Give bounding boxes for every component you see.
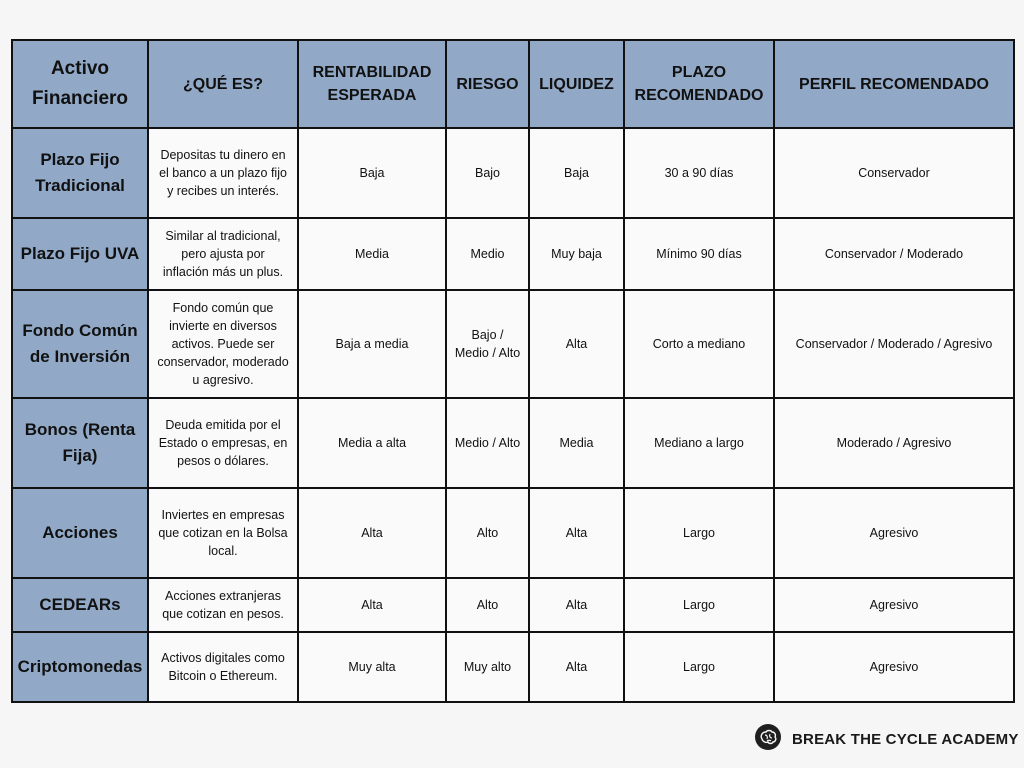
row-riesgo: Bajo (446, 128, 529, 218)
row-liquidez: Media (529, 398, 624, 488)
row-description: Fondo común que invierte en diversos activos. Puede ser conservador, moderado u agresivo. (148, 290, 298, 398)
row-rentabilidad: Muy alta (298, 632, 446, 702)
row-liquidez: Alta (529, 290, 624, 398)
row-asset-name: Criptomonedas (12, 632, 148, 702)
row-rentabilidad: Baja (298, 128, 446, 218)
row-liquidez: Alta (529, 488, 624, 578)
table-row (12, 632, 1014, 702)
brain-logo-icon (754, 723, 782, 756)
row-liquidez: Baja (529, 128, 624, 218)
row-plazo: Mediano a largo (624, 398, 774, 488)
table-row (12, 578, 1014, 632)
row-rentabilidad: Alta (298, 578, 446, 632)
row-riesgo: Medio / Alto (446, 398, 529, 488)
row-plazo: Corto a mediano (624, 290, 774, 398)
brand-footer (754, 723, 1019, 756)
row-perfil: Agresivo (774, 632, 1014, 702)
row-perfil: Conservador (774, 128, 1014, 218)
table-row (12, 290, 1014, 398)
row-riesgo: Alto (446, 578, 529, 632)
header-row (12, 40, 1014, 128)
row-asset-name: Plazo Fijo Tradicional (12, 128, 148, 218)
row-asset-name: Fondo Común de Inversión (12, 290, 148, 398)
row-perfil: Agresivo (774, 578, 1014, 632)
table-row (12, 128, 1014, 218)
row-liquidez: Alta (529, 632, 624, 702)
header-activo: Activo Financiero (12, 40, 148, 128)
row-rentabilidad: Baja a media (298, 290, 446, 398)
header-perfil: PERFIL RECOMENDADO (774, 40, 1014, 128)
row-description: Acciones extranjeras que cotizan en pesos. (148, 578, 298, 632)
brand-name: BREAK THE CYCLE ACADEMY (792, 731, 1019, 748)
table-row (12, 218, 1014, 290)
row-perfil: Conservador / Moderado (774, 218, 1014, 290)
investment-comparison-table (11, 39, 1015, 703)
row-plazo: Largo (624, 632, 774, 702)
row-asset-name: CEDEARs (12, 578, 148, 632)
row-plazo: Largo (624, 488, 774, 578)
row-description: Activos digitales como Bitcoin o Ethereum. (148, 632, 298, 702)
header-riesgo: RIESGO (446, 40, 529, 128)
row-liquidez: Muy baja (529, 218, 624, 290)
row-riesgo: Bajo / Medio / Alto (446, 290, 529, 398)
row-plazo: 30 a 90 días (624, 128, 774, 218)
row-asset-name: Plazo Fijo UVA (12, 218, 148, 290)
row-liquidez: Alta (529, 578, 624, 632)
row-rentabilidad: Media a alta (298, 398, 446, 488)
table-row (12, 488, 1014, 578)
row-description: Similar al tradicional, pero ajusta por inflación más un plus. (148, 218, 298, 290)
row-plazo: Mínimo 90 días (624, 218, 774, 290)
header-rentabilidad: RENTABILIDAD ESPERADA (298, 40, 446, 128)
row-plazo: Largo (624, 578, 774, 632)
row-riesgo: Medio (446, 218, 529, 290)
header-plazo: PLAZO RECOMENDADO (624, 40, 774, 128)
row-perfil: Moderado / Agresivo (774, 398, 1014, 488)
row-rentabilidad: Alta (298, 488, 446, 578)
table-row (12, 398, 1014, 488)
row-description: Depositas tu dinero en el banco a un plazo fijo y recibes un interés. (148, 128, 298, 218)
row-description: Deuda emitida por el Estado o empresas, en pesos o dólares. (148, 398, 298, 488)
header-liquidez: LIQUIDEZ (529, 40, 624, 128)
header-que-es: ¿QUÉ ES? (148, 40, 298, 128)
row-perfil: Agresivo (774, 488, 1014, 578)
row-riesgo: Muy alto (446, 632, 529, 702)
row-description: Inviertes en empresas que cotizan en la Bolsa local. (148, 488, 298, 578)
row-asset-name: Acciones (12, 488, 148, 578)
row-asset-name: Bonos (Renta Fija) (12, 398, 148, 488)
row-riesgo: Alto (446, 488, 529, 578)
row-perfil: Conservador / Moderado / Agresivo (774, 290, 1014, 398)
row-rentabilidad: Media (298, 218, 446, 290)
